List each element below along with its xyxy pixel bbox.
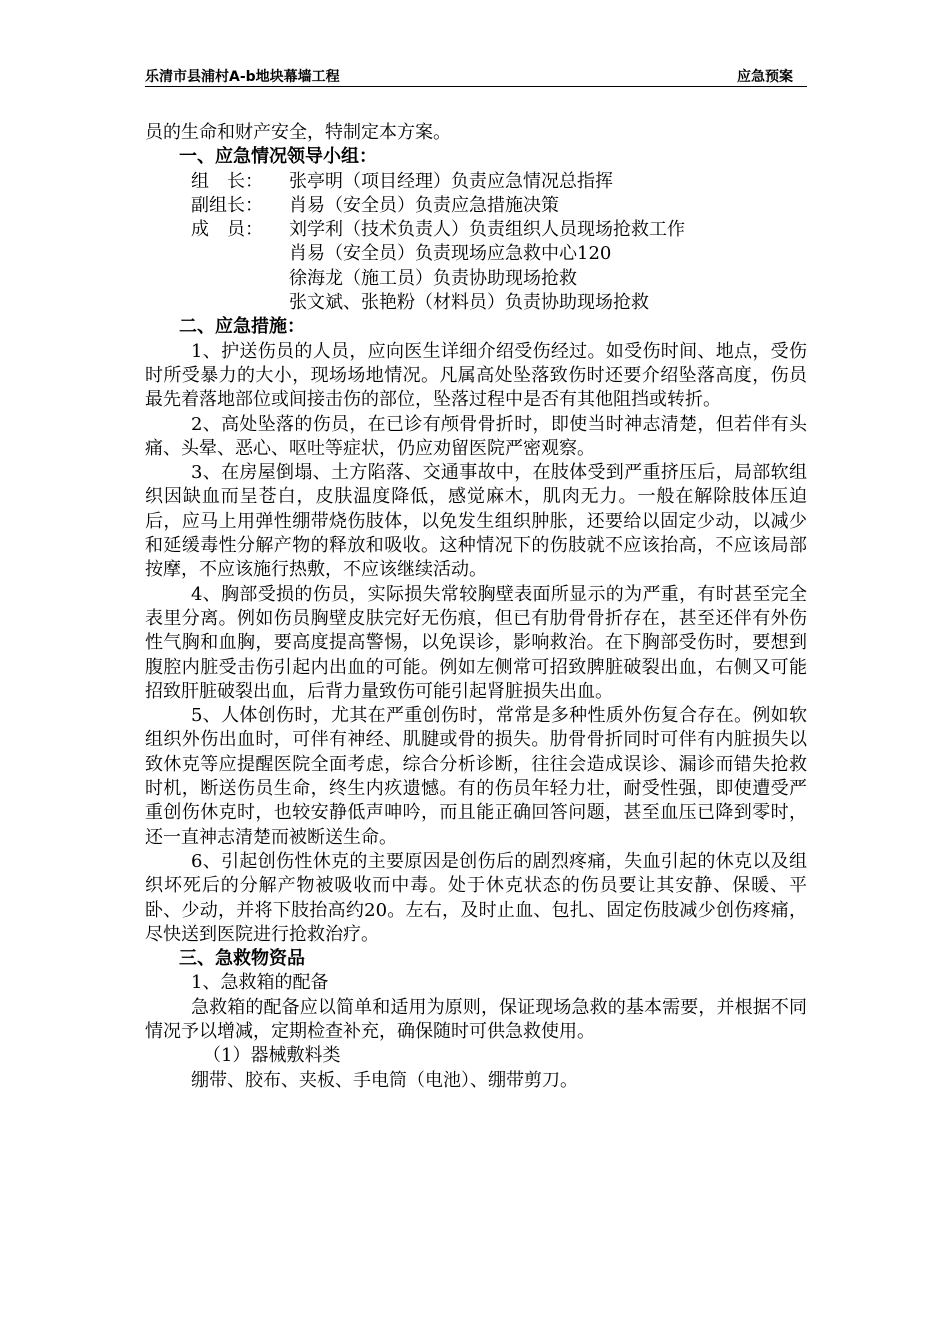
member-4: 张文斌、张艳粉（材料员）负责协助现场抢救 xyxy=(289,292,649,314)
equipment-list: 绷带、胶布、夹板、手电筒（电池）、绷带剪刀。 xyxy=(191,1069,578,1091)
measure-paragraph-2: 2、高处坠落的伤员，在已诊有颅骨骨折时，即使当时神志清楚，但若伴有头痛、头晕、恶心、呕吐等症状，仍应劝留医院严密观察。 xyxy=(145,413,807,459)
measure-paragraph-5: 5、人体创伤时，尤其在严重创伤时，常常是多种性质外伤复合存在。例如软组织外伤出血时，可伴有神经、肌腱或骨的损失。肋骨骨折同时可伴有内脏损失以致休克等应提醒医院全面考虑，综合分析诊断，往往会造成误诊、漏诊而错失抢救时机，断送伤员生命，终生内疚遗憾。有的伤员年轻力壮，耐受性强，即使遭受严重创伤休克时，也较安静低声呻吟，而且能正确回答问题，甚至血压已降到零时，还一直神志清楚而被断送生命。 xyxy=(145,705,807,848)
section-1-heading: 一、应急情况领导小组： xyxy=(179,146,377,168)
members-row xyxy=(145,218,807,242)
first-aid-kit-paragraph: 急救箱的配备应以简单和适用为原则，保证现场急救的基本需要，并根据不同情况予以增减，定期检查补充，确保随时可供急救使用。 xyxy=(145,996,807,1042)
measure-paragraph-4: 4、胸部受损的伤员，实际损失常较胸壁表面所显示的为严重，有时甚至完全表里分离。例如伤员胸壁皮肤完好无伤痕，但已有肋骨骨折存在，甚至还伴有外伤性气胸和血胸，要高度提高警惕，以免误诊，影响救治。在下胸部受伤时，要想到腹腔内脏受击伤引起内出血的可能。例如左侧常可招致脾脏破裂出血，右侧又可能招致肝脏破裂出血，后背力量致伤可能引起肾脏损失出血。 xyxy=(145,583,807,702)
intro-line: 员的生命和财产安全，特制定本方案。 xyxy=(145,122,451,143)
document-body xyxy=(145,121,807,1093)
section-2-heading: 二、应急措施： xyxy=(179,316,305,338)
leader-label: 组 长： xyxy=(191,170,263,192)
section-3-heading: 三、急救物资品 xyxy=(179,948,305,970)
section-3-subheading: 1、急救箱的配备 xyxy=(191,972,329,994)
member-1: 刘学利（技术负责人）负责组织人员现场抢救工作 xyxy=(289,219,685,241)
leader-value: 张亭明（项目经理）负责应急情况总指挥 xyxy=(289,170,613,192)
deputy-row xyxy=(145,194,807,218)
page-header xyxy=(145,64,807,87)
header-document-type: 应急预案 xyxy=(737,69,793,85)
deputy-value: 肖易（安全员）负责应急措施决策 xyxy=(289,194,559,216)
deputy-label: 副组长： xyxy=(191,194,263,216)
member-3: 徐海龙（施工员）负责协助现场抢救 xyxy=(289,267,577,289)
equipment-category: （1）器械敷料类 xyxy=(203,1045,341,1067)
header-project-title: 乐清市县浦村A-b地块幕墙工程 xyxy=(145,69,340,85)
measure-paragraph-3: 3、在房屋倒塌、土方陷落、交通事故中，在肢体受到严重挤压后，局部软组织因缺血而呈苍白，皮肤温度降低，感觉麻木，肌肉无力。一般在解除肢体压迫后，应马上用弹性绷带烧伤肢体，以免发生组织肿胀，还要给以固定少动，以减少和延缓毒性分解产物的释放和吸收。这种情况下的伤肢就不应该抬高，不应该局部按摩，不应该施行热敷，不应该继续活动。 xyxy=(145,462,807,581)
members-label: 成 员： xyxy=(191,219,263,241)
measure-paragraph-6: 6、引起创伤性休克的主要原因是创伤后的剧烈疼痛，失血引起的休克以及组织坏死后的分解产物被吸收而中毒。处于休克状态的伤员要让其安静、保暖、平卧、少动，并将下肢抬高约20。左右，及时止血、包扎、固定伤肢减少创伤疼痛，尽快送到医院进行抢救治疗。 xyxy=(145,850,807,945)
member-2: 肖易（安全员）负责现场应急救中心120 xyxy=(289,243,612,265)
measure-paragraph-1: 1、护送伤员的人员，应向医生详细介绍受伤经过。如受伤时间、地点，受伤时所受暴力的大小，现场场地情况。凡属高处坠落致伤时还要介绍坠落高度，伤员最先着落地部位或间接击伤的部位，坠落过程中是否有其他阻挡或转折。 xyxy=(145,340,807,411)
leader-row xyxy=(145,170,807,194)
